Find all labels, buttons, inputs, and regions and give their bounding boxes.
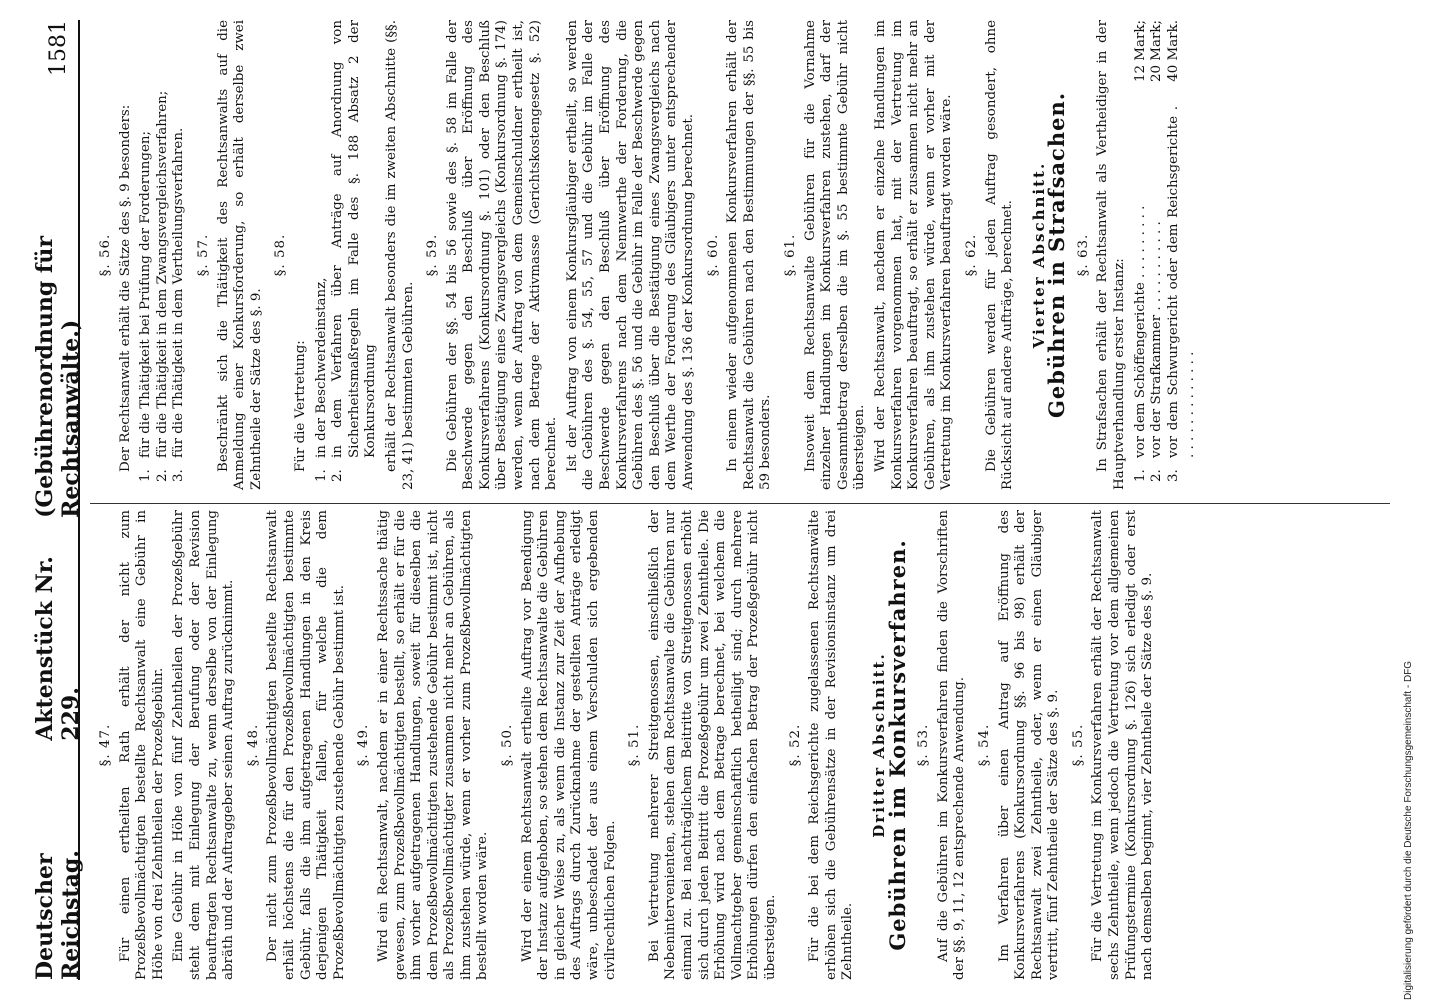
- list-number: 2.: [1149, 469, 1165, 482]
- list-text: vor dem Schwurgericht oder dem Reichsgerichte . . . . . . . . . . . . . .: [1165, 106, 1198, 458]
- paragraph: Die Gebühren der §§. 54 bis 56 sowie des §. 58 im Falle der Beschwerde gegen den Beschluß über Eröffnung des Konkursverfahrens (Konkursordnung §. 101) oder den Beschluß über Bestätigung eines Zwangsvergleichs (Konkursordnung §. 174) werden, wenn der Auftrag von dem Gemeinschuldner ertheilt ist, nach dem Betrage der Aktivmasse (Gerichtskostengesetz §. 52) berechnet.: [444, 20, 560, 490]
- list-number: 2.: [330, 469, 346, 482]
- list-number: 3.: [171, 469, 187, 482]
- section-number: §. 49.: [356, 723, 372, 767]
- paragraph: Insoweit dem Rechtsanwalte Gebühren für die Vornahme einzelner Handlungen im Konkursverfahren zustehen, darf der Gesammtbetrag derselben die im §. 55 bestimmte Gebühr nicht übersteigen.: [802, 20, 868, 490]
- list-text: vor dem Schöffengerichte . . . . . . . . .: [1132, 205, 1148, 458]
- list-number: 3.: [1165, 469, 1181, 482]
- paragraph: Wird der einem Rechtsanwalt ertheilte Auftrag vor Beendigung der Instanz aufgehoben, so stehen dem Rechtsanwalte die Gebühren in gleicher Weise zu, als wenn die Instanz zur Zeit der Aufhebung des Auftrags durch Zurücknahme der gestellten Anträge erledigt wäre, unbeschadet der aus einem Verschulden sich ergebenden civilrechtlichen Folgen.: [519, 510, 618, 980]
- paragraph: Im Verfahren über einen Antrag auf Eröffnung des Konkursverfahrens (Konkursordnung §§. 96 bis 98) erhält der Rechtsanwalt zwei Zehntheile, oder, wenn er einen Gläubiger vertritt, fünf Zehntheile der Sätze des §. 9.: [996, 510, 1062, 980]
- paragraph: Der nicht zum Prozeßbevollmächtigten bestellte Rechtsanwalt erhält höchstens die für den Prozeßbevollmächtigten bestimmte Gebühr, falls die ihm aufgetragenen Handlungen in den Kreis derjenigen Thätigkeit fallen, für welche die dem Prozeßbevollmächtigten zustehende Gebühr bestimmt ist.: [265, 510, 347, 980]
- section-number: §. 63.: [1075, 233, 1091, 277]
- section-number: §. 48.: [245, 723, 261, 767]
- paragraph: Für die Vertretung im Konkursverfahren erhält der Rechtsanwalt sechs Zehntheile, wenn jedoch die Vertretung vor dem allgemeinen Prüfungstermine (Konkursordnung §. 126) sich erledigt oder erst nach demselben beginnt, vier Zehntheile der Sätze des §. 9.: [1090, 510, 1156, 980]
- paragraph: Bei Vertretung mehrerer Streitgenossen, einschließlich der Nebenintervenienten, stehen dem Rechtsanwalte die Gebühren nur einmal zu. Bei nachträglichem Beitritte von Streitgenossen erhöht sich durch jeden Beitritt die Prozeßgebühr um zwei Zehntheile. Die Erhöhung wird nach dem Betrage berechnet, bei welchem die Vollmachtgeber gemeinschaftlich betheiligt sind; durch mehrere Erhöhungen dürfen den einfachen Betrag der Prozeßgebühr nicht übersteigen.: [646, 510, 778, 980]
- header-right: (Gebührenordnung für Rechtsanwälte.): [32, 236, 84, 518]
- header-center: Aktenstück Nr. 229.: [32, 556, 84, 741]
- paragraph: Der Rechtsanwalt erhält die Sätze des §. 9 besonders:: [117, 104, 133, 472]
- section-number: §. 60.: [705, 233, 721, 277]
- list-text: vor der Strafkammer . . . . . . . . . . .: [1149, 221, 1165, 458]
- page-header: [32, 20, 84, 980]
- part-title: Gebühren im Konkursverfahren.: [884, 539, 910, 951]
- column-divider: [90, 503, 1390, 504]
- paragraph: Eine Gebühr in Höhe von fünf Zehntheilen der Prozeßgebühr steht dem mit Einlegung der Berufung oder der Revision beauftragten Rechtsanwalte zu, wenn derselbe von der Einlegung abräth und der Auftraggeber seinen Auftrag zurücknimmt.: [171, 510, 237, 980]
- paragraph: Auf die Gebühren im Konkursverfahren finden die Vorschriften der §§. 9, 11, 12 entsprechende Anwendung.: [935, 510, 968, 980]
- fee-amount: 20 Mark;: [1149, 20, 1165, 83]
- section-number: §. 50.: [500, 723, 516, 767]
- numbered-list: [138, 20, 188, 490]
- list-item: [330, 20, 380, 482]
- section-number: §. 55.: [1070, 723, 1086, 767]
- part-heading: Vierter Abschnitt.: [1029, 161, 1048, 349]
- section-number: §. 61.: [782, 233, 798, 277]
- paragraph: Die Gebühren werden für jeden Auftrag gesondert, ohne Rücksicht auf andere Aufträge, berechnet.: [983, 20, 1016, 490]
- list-number: 1.: [313, 469, 329, 482]
- paragraph: Wird ein Rechtsanwalt, nachdem er in einer Rechtssache thätig gewesen, zum Prozeßbevollmächtigten bestellt, so erhält er für die ihm vorher aufgetragenen Handlungen, soweit für dieselben die dem Prozeßbevollmächtigten zustehende Gebühr bestimmt ist, nicht als Prozeßbevollmächtigter zusammen nicht mehr an Gebühren, als ihm zustehen würde, wenn er vorher zum Prozeßbevollmächtigten bestellt worden wäre.: [375, 510, 491, 980]
- right-column: [90, 20, 1203, 490]
- list-number: 2.: [154, 469, 170, 482]
- page-number: 1581: [45, 20, 71, 76]
- paragraph: Für einen ertheilten Rath erhält der nicht zum Prozeßbevollmächtigten bestellte Rechtsanwalt eine Gebühr in Höhe von drei Zehntheilen der Prozeßgebühr.: [117, 510, 166, 980]
- list-text: für die Thätigkeit in dem Zwangsvergleichsverfahren;: [154, 90, 170, 458]
- section-number: §. 57.: [195, 233, 211, 277]
- paragraph: Ist der Auftrag von einem Konkursgläubiger ertheilt, so werden die Gebühren des §. 54, 55, 57 und die Gebühr im Falle der Beschwerde gegen den Beschluß über Eröffnung des Konkursverfahrens nach dem Nennwerthe der Forderung, die Gebühren des §. 56 und die Gebühr im Falle der Beschwerde gegen den Beschluß über die Bestätigung eines Zwangsvergleichs nach dem Werthe der Forderung des Gläubigers unter entsprechender Anwendung des §. 136 der Konkursordnung berechnet.: [564, 20, 696, 490]
- paragraph: erhält der Rechtsanwalt besonders die im zweiten Abschnitte (§§. 23, 41) bestimmten Gebühren.: [383, 20, 416, 490]
- section-number: §. 51.: [627, 723, 643, 767]
- section-number: §. 54.: [976, 723, 992, 767]
- section-number: §. 56.: [98, 233, 113, 277]
- header-left: Deutscher Reichstag.: [32, 850, 84, 980]
- part-heading: Dritter Abschnitt.: [869, 652, 888, 838]
- section-number: §. 53.: [916, 723, 932, 767]
- list-item: [138, 20, 155, 482]
- list-number: 1.: [1132, 469, 1148, 482]
- list-item: [171, 20, 188, 482]
- paragraph: Beschränkt sich die Thätigkeit des Rechtsanwalts auf die Anmeldung einer Konkursforderung, so erhält derselbe zwei Zehntheile der Sätze des §. 9.: [215, 20, 264, 490]
- list-item: [1133, 20, 1150, 482]
- paragraph: In einem wieder aufgenommenen Konkursverfahren erhält der Rechtsanwalt die Gebühren nach den Bestimmungen der §§. 55 bis 59 besonders.: [725, 20, 774, 490]
- section-number: §. 47.: [98, 723, 113, 767]
- section-number: §. 58.: [273, 233, 289, 277]
- paragraph: Für die bei dem Reichsgerichte zugelassenen Rechtsanwälte erhöhen sich die Gebührensätze in der Revisionsinstanz um drei Zehntheile.: [807, 510, 856, 980]
- list-text: für die Thätigkeit in dem Vertheilungsverfahren.: [171, 127, 187, 458]
- list-item: [1149, 20, 1166, 482]
- paragraph: Wird der Rechtsanwalt, nachdem er einzelne Handlungen im Konkursverfahren vorgenommen hat, mit der Vertretung im Konkursverfahren beauftragt, so erhält er zusammen nicht mehr an Gebühren, als ihm zustehen würde, wenn er vorher mit der Vertretung im Konkursverfahren beauftragt worden wäre.: [872, 20, 955, 490]
- list-item: [1166, 20, 1199, 482]
- list-item: [155, 20, 172, 482]
- numbered-list: [314, 20, 380, 490]
- digitization-credit: Digitalisierung gefördert durch die Deutsche Forschungsgemeinschaft - DFG: [1403, 660, 1414, 1000]
- list-number: 1.: [138, 469, 154, 482]
- list-text: in der Beschwerdeinstanz,: [313, 277, 329, 458]
- left-column: [90, 510, 1161, 980]
- part-title: Gebühren in Strafsachen.: [1044, 91, 1070, 419]
- list-text: für die Thätigkeit bei Prüfung der Forderungen;: [138, 130, 154, 458]
- section-number: §. 62.: [963, 233, 979, 277]
- paragraph: Für die Vertretung:: [292, 340, 308, 472]
- section-number: §. 52.: [787, 723, 803, 767]
- list-text: in dem Verfahren über Anträge auf Anordnung von Sicherheitsmaßregeln im Falle des §. 188 Absatz 2 der Konkursordnung: [330, 20, 379, 458]
- list-item: [314, 20, 331, 482]
- paragraph: In Strafsachen erhält der Rechtsanwalt als Vertheidiger in der Hauptverhandlung erster Instanz:: [1095, 20, 1128, 490]
- fee-list: [1133, 20, 1199, 490]
- fee-amount: 40 Mark.: [1165, 20, 1181, 82]
- rotated-page: [20, 0, 1410, 1000]
- section-number: §. 59.: [425, 233, 441, 277]
- fee-amount: 12 Mark;: [1132, 20, 1148, 83]
